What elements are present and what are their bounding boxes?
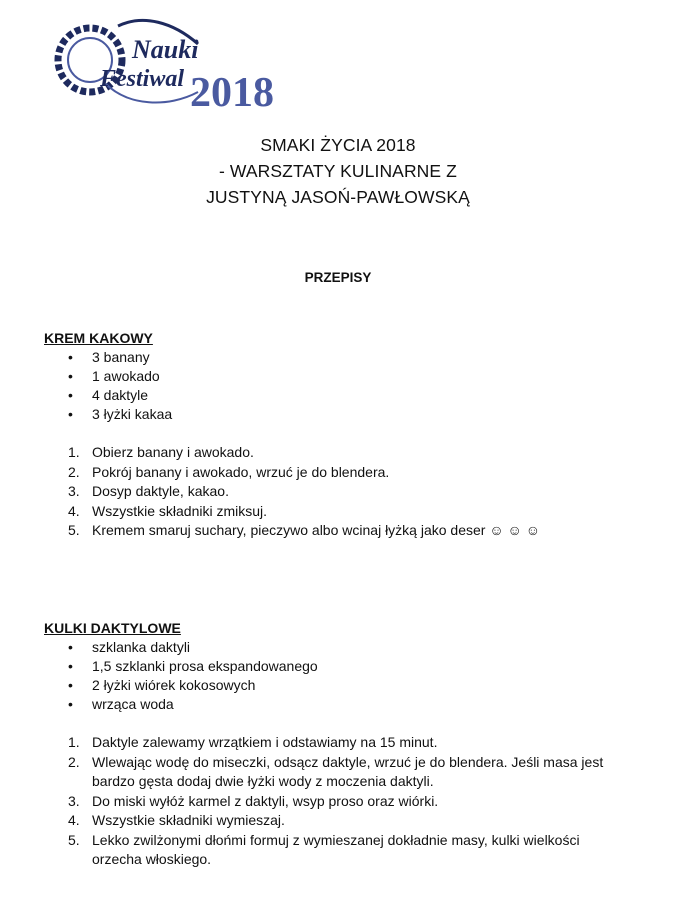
- step-item: 3. Dosyp daktyle, kakao.: [68, 483, 229, 499]
- step-item: 4. Wszystkie składniki wymieszaj.: [68, 812, 285, 828]
- festiwal-nauki-logo: [48, 14, 288, 114]
- step-list: [44, 733, 619, 870]
- step-item: 1. Obierz banany i awokado.: [68, 444, 254, 460]
- ingredient-item: • szklanka daktyli: [68, 639, 191, 655]
- ingredient-list: [44, 348, 644, 424]
- logo-nauki-text: Nauki: [132, 35, 199, 64]
- ingredient-item: • 2 łyżki wiórek kokosowych: [68, 677, 256, 693]
- recipe-title: KREM KAKOWY: [44, 330, 153, 346]
- recipe-krem-kakowy: [44, 328, 644, 541]
- logo-festiwal-text: Festiwal: [100, 66, 185, 92]
- recipe-title: KULKI DAKTYLOWE: [44, 620, 181, 636]
- step-item: 3. Do miski wyłóż karmel z daktyli, wsyp proso oraz wiórki.: [68, 792, 439, 809]
- step-item: 4. Wszystkie składniki zmiksuj.: [68, 502, 268, 519]
- recipes-heading: PRZEPISY: [304, 270, 372, 285]
- ingredient-item: • 1 awokado: [68, 368, 160, 384]
- step-item: 1. Daktyle zalewamy wrzątkiem i odstawiamy na 15 minut.: [68, 734, 438, 750]
- ingredient-item: • 4 daktyle: [68, 387, 149, 403]
- title-line-2: - WARSZTATY KULINARNE Z: [219, 161, 457, 181]
- step-item: 5. Lekko zwilżonymi dłońmi formuj z wymieszanej dokładnie masy, kulki wielkości orzecha włoskiego.: [68, 831, 580, 867]
- step-item: 5. Kremem smaruj suchary, pieczywo albo wcinaj łyżką jako deser ☺ ☺ ☺: [68, 522, 540, 538]
- step-item: 2. Wlewając wodę do miseczki, odsącz daktyle, wrzuć je do blendera. Jeśli masa jest bardzo gęsta dodaj dwie łyżki wody z moczenia daktyli.: [68, 753, 604, 789]
- title-line-1: SMAKI ŻYCIA 2018: [260, 135, 416, 155]
- recipe-kulki-daktylowe: [44, 618, 644, 870]
- step-list: [44, 443, 644, 541]
- ingredient-item: • wrząca woda: [68, 696, 174, 712]
- ingredient-item: • 1,5 szklanki prosa ekspandowanego: [68, 658, 318, 674]
- step-item: 2. Pokrój banany i awokado, wrzuć je do blendera.: [68, 463, 390, 480]
- ingredient-item: • 3 łyżki kakaa: [68, 406, 173, 422]
- ingredient-list: [44, 638, 644, 714]
- document-title: [0, 132, 676, 210]
- ingredient-item: • 3 banany: [68, 349, 150, 365]
- logo-year-text: 2018: [190, 70, 274, 114]
- title-line-3: JUSTYNĄ JASOŃ-PAWŁOWSKĄ: [206, 187, 470, 207]
